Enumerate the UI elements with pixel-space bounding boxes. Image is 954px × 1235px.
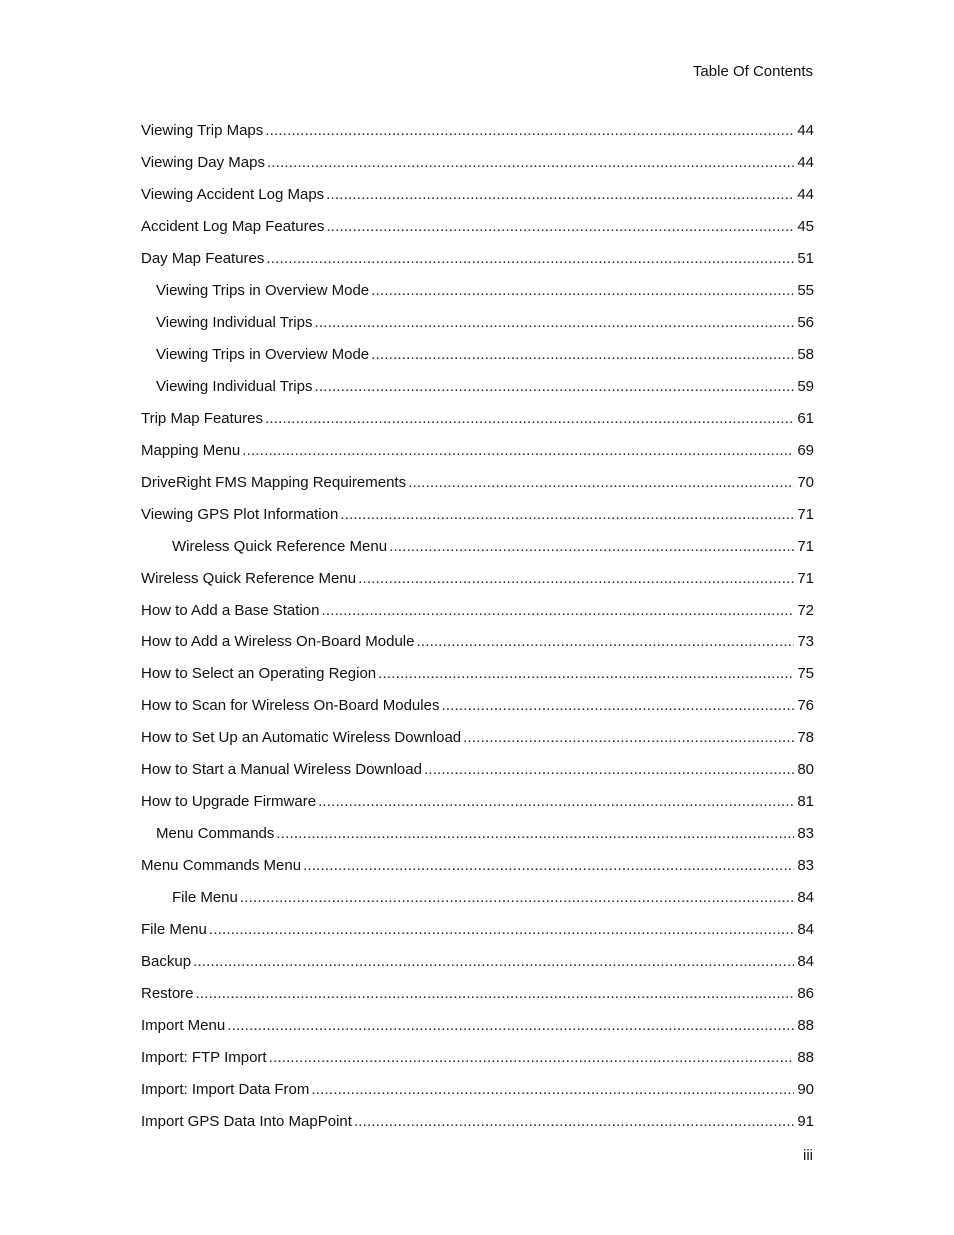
toc-entry[interactable] xyxy=(141,366,814,398)
toc-entry[interactable] xyxy=(141,781,814,813)
toc-entry-page: 44 xyxy=(797,185,814,203)
toc-dot-leader xyxy=(240,888,794,909)
toc-entry-page: 44 xyxy=(797,121,814,139)
toc-entry-page: 84 xyxy=(797,953,814,971)
toc-dot-leader xyxy=(303,856,794,877)
toc-dot-leader xyxy=(269,1048,795,1069)
toc-entry-page: 88 xyxy=(797,1049,814,1067)
toc-entry[interactable] xyxy=(141,1101,814,1133)
toc-entry-page: 80 xyxy=(797,761,814,779)
toc-dot-leader xyxy=(267,153,794,174)
page-number: iii xyxy=(803,1147,813,1164)
toc-dot-leader xyxy=(276,824,794,845)
toc-dot-leader xyxy=(463,728,794,749)
toc-entry[interactable] xyxy=(141,622,814,654)
toc-dot-leader xyxy=(389,537,794,558)
toc-dot-leader xyxy=(408,473,794,494)
toc-entry[interactable] xyxy=(141,590,814,622)
toc-dot-leader xyxy=(416,632,794,653)
toc-entry[interactable] xyxy=(141,302,814,334)
toc-dot-leader xyxy=(311,1080,794,1101)
toc-entry-title: Trip Map Features xyxy=(141,409,263,427)
toc-entry-page: 70 xyxy=(797,473,814,491)
toc-dot-leader xyxy=(314,313,794,334)
toc-entry-page: 84 xyxy=(797,889,814,907)
toc-entry-title: How to Scan for Wireless On-Board Modules xyxy=(141,697,440,715)
toc-dot-leader xyxy=(321,601,794,622)
toc-dot-leader xyxy=(196,984,795,1005)
toc-entry-title: Import: FTP Import xyxy=(141,1049,267,1067)
toc-entry[interactable] xyxy=(141,1037,814,1069)
toc-dot-leader xyxy=(227,1016,794,1037)
toc-entry-title: How to Start a Manual Wireless Download xyxy=(141,761,422,779)
toc-dot-leader xyxy=(266,249,794,270)
toc-entry[interactable] xyxy=(141,334,814,366)
toc-entry-page: 44 xyxy=(797,153,814,171)
toc-dot-leader xyxy=(441,696,794,717)
toc-entry[interactable] xyxy=(141,270,814,302)
toc-dot-leader xyxy=(371,345,794,366)
toc-entry-title: Viewing Trips in Overview Mode xyxy=(156,345,370,363)
toc-entry-page: 84 xyxy=(797,921,814,939)
toc-entry-title: File Menu xyxy=(172,889,238,907)
toc-entry-page: 76 xyxy=(797,697,814,715)
toc-entry[interactable] xyxy=(141,973,814,1005)
toc-entry-page: 56 xyxy=(797,313,814,331)
toc-entry[interactable] xyxy=(141,941,814,973)
toc-entry[interactable] xyxy=(141,749,814,781)
toc-entry-title: Viewing Individual Trips xyxy=(156,313,313,331)
toc-entry[interactable] xyxy=(141,206,814,238)
toc-entry-page: 61 xyxy=(797,409,814,427)
toc-dot-leader xyxy=(371,281,794,302)
toc-entry[interactable] xyxy=(141,110,814,142)
toc-entry[interactable] xyxy=(141,1005,814,1037)
toc-entry-page: 51 xyxy=(797,249,814,267)
toc-entry-title: File Menu xyxy=(141,921,207,939)
toc-entry-page: 86 xyxy=(797,985,814,1003)
toc-dot-leader xyxy=(265,121,794,142)
toc-entry-page: 91 xyxy=(797,1113,814,1130)
toc-dot-leader xyxy=(326,185,794,206)
toc-entry-title: How to Select an Operating Region xyxy=(141,665,377,683)
toc-entry-page: 45 xyxy=(797,217,814,235)
toc-entry-title: Menu Commands xyxy=(156,825,275,843)
toc-entry-title: Import: Import Data From xyxy=(141,1081,310,1099)
toc-entry-title: How to Upgrade Firmware xyxy=(141,793,317,811)
toc-entry[interactable] xyxy=(141,558,814,590)
toc-dot-leader xyxy=(209,920,794,941)
toc-entry[interactable] xyxy=(141,909,814,941)
toc-entry-title: Mapping Menu xyxy=(141,441,241,459)
toc-dot-leader xyxy=(340,505,794,526)
toc-entry-page: 69 xyxy=(797,441,814,459)
toc-entry-page: 72 xyxy=(797,601,814,619)
toc-dot-leader xyxy=(378,664,794,685)
toc-dot-leader xyxy=(318,792,794,813)
toc-entry-page: 81 xyxy=(797,793,814,811)
toc-entry-title: Viewing Accident Log Maps xyxy=(141,185,325,203)
toc-entry[interactable] xyxy=(141,398,814,430)
toc-entry[interactable] xyxy=(141,142,814,174)
toc-entry-page: 75 xyxy=(797,665,814,683)
toc-entry-page: 83 xyxy=(797,825,814,843)
toc-entry-page: 55 xyxy=(797,281,814,299)
toc-entry[interactable] xyxy=(141,717,814,749)
toc-entry-title: How to Add a Base Station xyxy=(141,601,320,619)
table-of-contents xyxy=(141,110,814,1133)
toc-entry[interactable] xyxy=(141,1069,814,1101)
toc-entry[interactable] xyxy=(141,430,814,462)
toc-entry-title: Accident Log Map Features xyxy=(141,217,325,235)
toc-entry-title: Wireless Quick Reference Menu xyxy=(141,569,357,587)
toc-dot-leader xyxy=(354,1112,794,1133)
toc-entry-title: Viewing Day Maps xyxy=(141,153,265,171)
toc-entry-title: How to Set Up an Automatic Wireless Download xyxy=(141,729,462,747)
toc-entry-title: Import Menu xyxy=(141,1017,226,1035)
toc-entry-page: 73 xyxy=(797,633,814,651)
toc-entry-title: Restore xyxy=(141,985,194,1003)
toc-entry-title: Menu Commands Menu xyxy=(141,857,302,875)
toc-entry[interactable] xyxy=(141,174,814,206)
toc-dot-leader xyxy=(358,569,794,590)
toc-entry-title: How to Add a Wireless On-Board Module xyxy=(141,633,415,651)
toc-entry-title: Viewing GPS Plot Information xyxy=(141,505,339,523)
toc-entry-title: Viewing Trip Maps xyxy=(141,121,264,139)
toc-dot-leader xyxy=(265,409,794,430)
toc-entry-page: 90 xyxy=(797,1081,814,1099)
toc-entry-title: Day Map Features xyxy=(141,249,265,267)
toc-entry[interactable] xyxy=(141,526,814,558)
toc-entry[interactable] xyxy=(141,813,814,845)
toc-entry[interactable] xyxy=(141,462,814,494)
toc-dot-leader xyxy=(326,217,794,238)
toc-entry-page: 71 xyxy=(797,569,814,587)
toc-dot-leader xyxy=(424,760,794,781)
toc-entry-page: 88 xyxy=(797,1017,814,1035)
toc-entry-title: Backup xyxy=(141,953,192,971)
toc-entry-title: Import GPS Data Into MapPoint xyxy=(141,1113,352,1130)
toc-entry-page: 83 xyxy=(797,857,814,875)
toc-entry-title: Viewing Trips in Overview Mode xyxy=(156,281,370,299)
toc-dot-leader xyxy=(193,952,794,973)
toc-entry[interactable] xyxy=(141,653,814,685)
toc-entry-page: 78 xyxy=(797,729,814,747)
toc-entry[interactable] xyxy=(141,845,814,877)
toc-entry[interactable] xyxy=(141,685,814,717)
toc-entry-page: 58 xyxy=(797,345,814,363)
toc-entry-page: 71 xyxy=(797,537,814,555)
toc-entry-title: DriveRight FMS Mapping Requirements xyxy=(141,473,407,491)
page-header: Table Of Contents xyxy=(692,63,813,80)
toc-entry-title: Wireless Quick Reference Menu xyxy=(172,537,388,555)
toc-dot-leader xyxy=(242,441,794,462)
toc-entry[interactable] xyxy=(141,238,814,270)
toc-entry[interactable] xyxy=(141,877,814,909)
toc-entry-page: 71 xyxy=(797,505,814,523)
toc-entry[interactable] xyxy=(141,494,814,526)
toc-entry-page: 59 xyxy=(797,377,814,395)
toc-entry-title: Viewing Individual Trips xyxy=(156,377,313,395)
toc-dot-leader xyxy=(314,377,794,398)
